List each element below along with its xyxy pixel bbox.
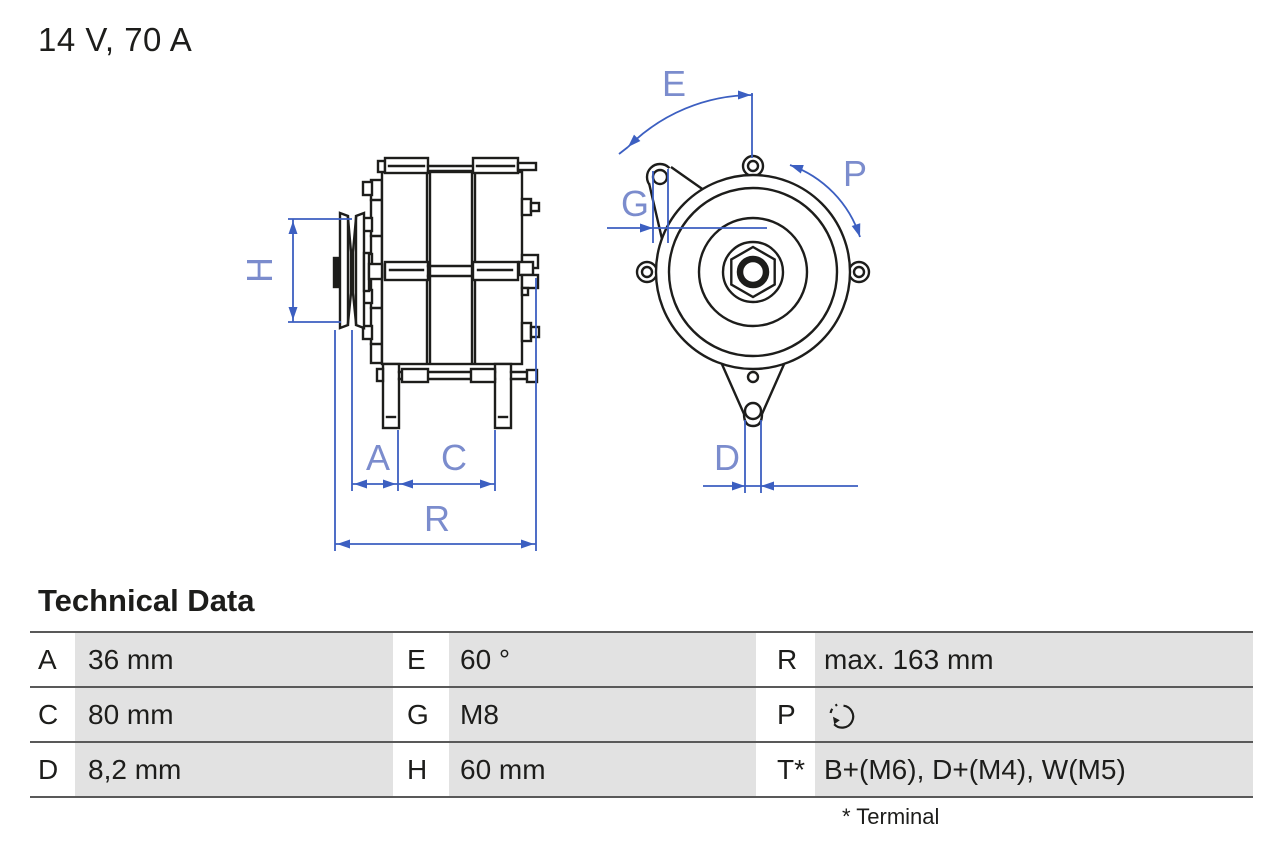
row-label: A <box>38 643 57 675</box>
row-value <box>824 688 858 741</box>
dim-label-d: D <box>714 437 740 478</box>
row-label: H <box>407 753 428 785</box>
technical-data-table <box>30 631 1253 798</box>
row-value: 60 ° <box>460 643 511 675</box>
table-row <box>30 743 1253 798</box>
row-value: 36 mm <box>88 643 174 675</box>
dim-label-r: R <box>424 498 450 539</box>
row-value: 80 mm <box>88 698 174 730</box>
row-value: 60 mm <box>460 753 546 785</box>
row-label: D <box>38 753 59 785</box>
dim-label-c: C <box>441 437 467 478</box>
dim-label-p: P <box>843 153 868 194</box>
terminal-footnote: * Terminal <box>842 804 940 829</box>
dim-label-h: H <box>239 257 280 283</box>
row-label: E <box>407 643 426 675</box>
row-label: C <box>38 698 59 730</box>
row-label: P <box>777 698 796 730</box>
table-row <box>30 633 1253 688</box>
dim-label-e: E <box>662 63 687 104</box>
side-view <box>334 158 539 428</box>
technical-data-heading: Technical Data <box>38 583 255 618</box>
row-value: B+(M6), D+(M4), W(M5) <box>824 753 1126 785</box>
page-title: 14 V, 70 A <box>38 21 193 58</box>
row-label: T* <box>777 753 805 785</box>
dim-label-a: A <box>366 437 391 478</box>
table-row <box>30 688 1253 743</box>
row-label: R <box>777 643 798 675</box>
row-value: M8 <box>460 698 499 730</box>
row-value: max. 163 mm <box>824 643 994 675</box>
row-label: G <box>407 698 429 730</box>
value-cell-background <box>815 688 1253 741</box>
row-value: 8,2 mm <box>88 753 182 785</box>
front-view <box>637 156 869 426</box>
dim-label-g: G <box>621 183 650 224</box>
counterclockwise-rotation-icon <box>824 698 858 732</box>
